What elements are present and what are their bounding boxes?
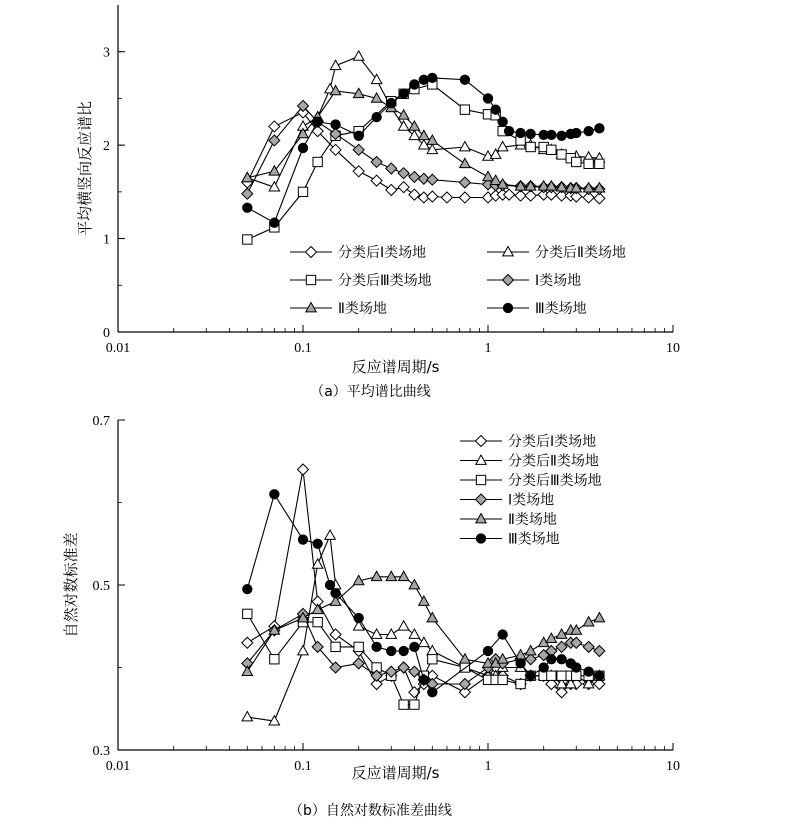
data-point <box>243 584 252 593</box>
data-point <box>539 663 548 672</box>
data-point <box>353 144 364 155</box>
data-point <box>504 189 515 200</box>
data-point <box>572 128 581 137</box>
data-point <box>557 131 566 140</box>
data-point <box>398 182 409 193</box>
legend-label: 分类后Ⅲ类场地 <box>508 473 602 489</box>
data-point <box>398 571 408 580</box>
legend-entry <box>460 433 596 450</box>
data-point <box>399 700 408 709</box>
data-point <box>483 171 493 180</box>
x-tick-label: 1 <box>484 341 492 356</box>
data-point <box>594 613 604 622</box>
legend-entry <box>460 453 599 470</box>
data-point <box>398 621 408 630</box>
series-3 <box>243 80 604 244</box>
legend-marker <box>476 534 485 543</box>
legend-marker <box>306 247 317 258</box>
y-axis-label: 平均横竖向反应谱比 <box>76 100 94 237</box>
data-point <box>460 75 469 84</box>
data-point <box>398 662 409 673</box>
data-point <box>409 629 419 638</box>
data-point <box>371 571 381 580</box>
data-point <box>298 464 309 475</box>
data-point <box>354 613 363 622</box>
legend-label: Ⅲ类场地 <box>508 531 560 548</box>
data-point <box>498 117 507 126</box>
legend-entry <box>290 272 432 289</box>
data-point <box>460 142 470 151</box>
x-axis-label: 反应谱周期/s <box>351 358 440 376</box>
data-point <box>460 158 470 167</box>
data-point <box>353 658 364 669</box>
data-point <box>371 629 381 638</box>
data-point <box>595 159 604 168</box>
legend-entry <box>290 300 387 317</box>
data-point <box>419 596 429 605</box>
data-point <box>298 187 307 196</box>
y-tick-label: 0.5 <box>92 579 110 594</box>
data-point <box>298 646 308 655</box>
data-point <box>312 559 322 568</box>
data-point <box>330 60 340 69</box>
data-point <box>504 126 513 135</box>
x-tick-label: 0.01 <box>105 341 131 356</box>
legend-label: Ⅰ类场地 <box>508 492 555 509</box>
legend-label: Ⅱ类场地 <box>508 512 557 528</box>
x-tick-label: 0.1 <box>294 759 312 774</box>
panel-caption: （a）平均谱比曲线 <box>310 384 431 400</box>
data-point <box>243 235 252 244</box>
data-point <box>354 131 363 140</box>
legend-entry <box>487 272 581 289</box>
data-point <box>594 646 605 657</box>
data-point <box>595 124 604 133</box>
legend-label: 分类后Ⅰ类场地 <box>508 434 597 450</box>
data-point <box>460 105 469 114</box>
legend-marker <box>476 494 487 505</box>
y-tick-label: 1 <box>103 232 110 248</box>
data-point <box>409 189 420 200</box>
y-tick-label: 3 <box>103 45 110 61</box>
data-point <box>325 530 335 539</box>
data-point <box>525 654 536 665</box>
data-point <box>526 671 535 680</box>
panel-a-chart <box>76 5 680 400</box>
data-point <box>595 671 604 680</box>
data-point <box>399 89 408 98</box>
data-point <box>459 177 470 188</box>
legend-marker <box>306 303 316 312</box>
data-point <box>546 633 556 642</box>
x-tick-label: 0.1 <box>294 341 312 356</box>
data-point <box>398 168 409 179</box>
data-point <box>242 666 252 675</box>
data-point <box>459 679 470 690</box>
data-point <box>372 642 381 651</box>
legend-label: 分类后Ⅰ类场地 <box>338 245 427 261</box>
data-point <box>243 203 252 212</box>
data-point <box>298 535 307 544</box>
data-point <box>427 613 437 622</box>
x-tick-label: 0.01 <box>105 759 131 774</box>
data-point <box>547 655 556 664</box>
legend-marker <box>306 275 315 284</box>
data-point <box>516 659 525 668</box>
data-point <box>331 120 340 129</box>
data-point <box>242 188 253 199</box>
data-point <box>243 609 252 618</box>
legend-marker <box>503 275 514 286</box>
legend-entry <box>460 472 602 489</box>
data-point <box>572 157 581 166</box>
legend-entry <box>460 492 554 509</box>
data-point <box>399 646 408 655</box>
legend-entry <box>487 244 626 261</box>
data-point <box>557 671 566 680</box>
data-point <box>354 642 363 651</box>
data-point <box>498 675 507 684</box>
y-tick-label: 0.7 <box>92 414 110 429</box>
legend-label: 分类后Ⅱ类场地 <box>535 245 626 261</box>
legend-entry <box>290 244 426 261</box>
data-point <box>428 688 437 697</box>
data-point <box>584 667 593 676</box>
data-point <box>298 143 307 152</box>
x-tick-label: 10 <box>666 341 680 356</box>
data-point <box>419 675 428 684</box>
data-point <box>526 129 535 138</box>
data-point <box>584 159 593 168</box>
legend-marker <box>476 436 487 447</box>
legend-marker <box>476 455 486 464</box>
data-point <box>331 589 340 598</box>
data-point <box>386 629 396 638</box>
y-axis-label: 自然对数标准差 <box>62 532 80 638</box>
data-point <box>525 646 535 655</box>
legend-entry <box>487 300 587 317</box>
data-point <box>398 110 408 119</box>
data-point <box>547 145 556 154</box>
legend <box>460 433 602 548</box>
data-point <box>270 655 279 664</box>
data-point <box>325 580 334 589</box>
legend-entry <box>460 511 557 528</box>
data-point <box>557 150 566 159</box>
legend-label: Ⅲ类场地 <box>535 301 587 317</box>
data-point <box>583 641 594 652</box>
data-point <box>371 156 382 167</box>
panel-b-chart <box>62 414 680 819</box>
data-point <box>313 157 322 166</box>
y-tick-label: 0.3 <box>92 744 110 759</box>
data-point <box>483 646 492 655</box>
data-point <box>428 655 437 664</box>
legend-label: 分类后Ⅱ类场地 <box>508 453 599 470</box>
data-point <box>419 75 428 84</box>
x-tick-label: 1 <box>484 759 492 774</box>
legend-label: Ⅱ类场地 <box>338 301 387 317</box>
data-point <box>353 51 363 60</box>
data-point <box>313 117 322 126</box>
data-point <box>498 630 507 639</box>
x-axis-label: 反应谱周期/s <box>351 764 440 782</box>
data-point <box>491 105 500 114</box>
y-tick-label: 0 <box>103 326 110 341</box>
legend-marker <box>503 247 513 256</box>
data-point <box>428 73 437 82</box>
data-point <box>386 163 397 174</box>
data-point <box>313 617 322 626</box>
data-point <box>459 192 470 203</box>
legend-marker <box>503 303 512 312</box>
data-point <box>483 94 492 103</box>
data-point <box>557 655 566 664</box>
data-point <box>409 580 419 589</box>
data-point <box>427 191 438 202</box>
data-point <box>269 121 280 132</box>
data-point <box>270 218 279 227</box>
data-point <box>427 174 438 185</box>
series-2 <box>242 530 605 725</box>
data-point <box>398 121 408 130</box>
data-point <box>242 712 252 721</box>
data-point <box>270 490 279 499</box>
data-point <box>441 192 452 203</box>
panel-caption: （b）自然对数标准差曲线 <box>289 803 452 819</box>
data-point <box>410 700 419 709</box>
legend-label: 分类后Ⅲ类场地 <box>338 273 432 289</box>
data-point <box>330 629 341 640</box>
data-point <box>371 175 382 186</box>
data-point <box>372 112 381 121</box>
data-point <box>387 98 396 107</box>
data-point <box>409 171 420 182</box>
data-point <box>526 142 535 151</box>
data-point <box>516 679 525 688</box>
data-point <box>387 646 396 655</box>
legend-marker <box>476 475 485 484</box>
series-2 <box>242 51 605 191</box>
data-point <box>410 80 419 89</box>
legend-marker <box>476 514 486 523</box>
data-point <box>386 571 396 580</box>
data-point <box>516 128 525 137</box>
series-line <box>247 536 599 722</box>
data-point <box>409 130 419 139</box>
legend-label: Ⅰ类场地 <box>535 273 582 289</box>
data-point <box>547 130 556 139</box>
data-point <box>242 637 253 648</box>
data-point <box>410 642 419 651</box>
data-point <box>584 126 593 135</box>
x-tick-label: 10 <box>666 759 680 774</box>
data-point <box>572 663 581 672</box>
data-point <box>386 184 397 195</box>
data-point <box>547 671 556 680</box>
data-point <box>331 642 340 651</box>
legend-entry <box>460 531 560 548</box>
y-tick-label: 2 <box>103 139 110 155</box>
legend <box>290 244 626 317</box>
data-point <box>313 539 322 548</box>
